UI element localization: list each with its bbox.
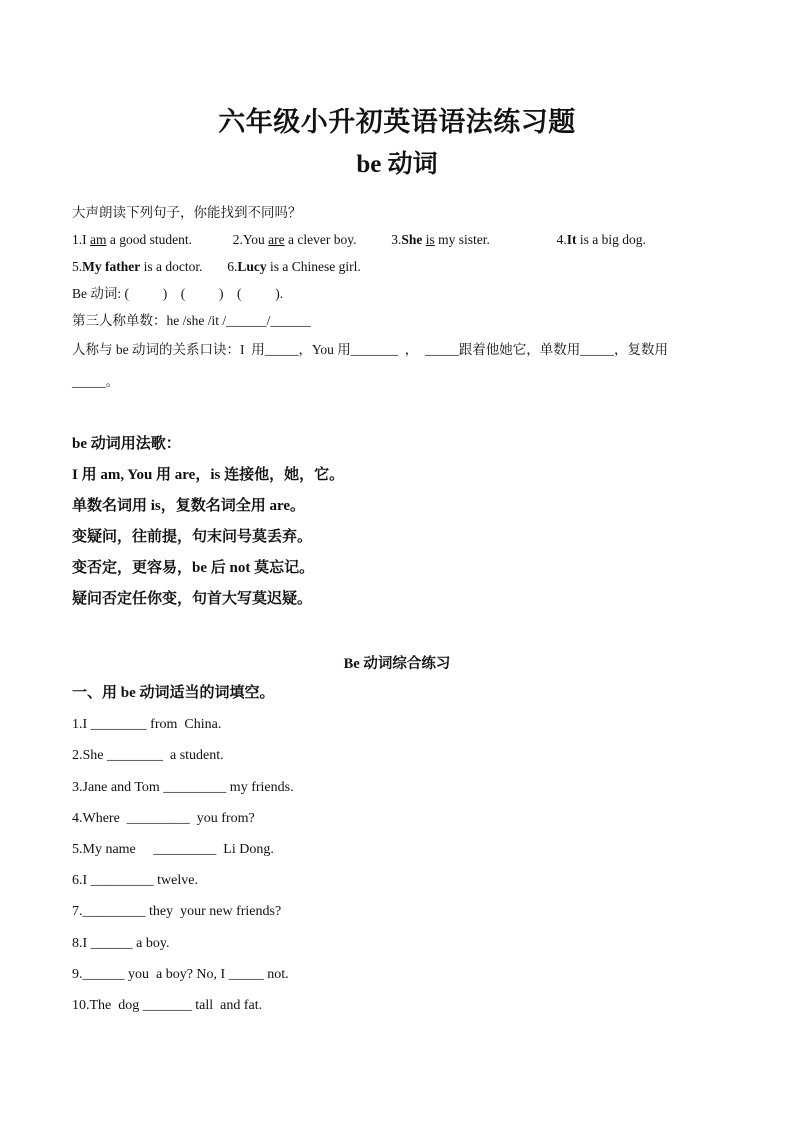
sentence-1 <box>72 232 192 247</box>
song-line-1: I 用 am, You 用 are，is 连接他，她，它。 <box>72 467 345 483</box>
intro-prompt: 大声朗读下列句子，你能找到不同吗？ <box>72 205 302 220</box>
sentence-5 <box>72 259 202 274</box>
exercise-item-8: 8.I ______ a boy. <box>72 936 170 951</box>
sentence-3-rest: my sister. <box>434 232 490 247</box>
example-sentences-row-2 <box>72 257 361 277</box>
sentence-2-rest: a clever boy. <box>284 232 357 247</box>
sentence-6-subj: Lucy <box>237 259 267 274</box>
sentence-1-rest: a good student. <box>106 232 192 247</box>
sentence-5-rest: is a doctor. <box>140 259 203 274</box>
exercise-item-6: 6.I _________ twelve. <box>72 873 198 888</box>
part-1-title: 一、用 be 动词适当的词填空。 <box>72 685 275 701</box>
song-line-4: 变否定，更容易，be 后 not 莫忘记。 <box>72 560 315 576</box>
sentence-4-rest: is a big dog. <box>576 232 646 247</box>
sentence-4-num: 4. <box>556 232 567 247</box>
sentence-4 <box>557 232 646 247</box>
exercise-item-10: 10.The dog _______ tall and fat. <box>72 998 263 1013</box>
sentence-6 <box>227 259 361 274</box>
sentence-3 <box>391 232 490 247</box>
page-subtitle: be 动词 <box>356 151 438 178</box>
exercise-item-3: 3.Jane and Tom _________ my friends. <box>72 780 294 795</box>
sentence-2-num: 2.You <box>232 232 269 247</box>
example-sentences-row-1 <box>72 230 646 250</box>
song-line-3: 变疑问，往前提，句末问号莫丢弃。 <box>72 529 313 545</box>
exercise-item-2: 2.She ________ a student. <box>72 748 224 763</box>
song-line-5: 疑问否定任你变，句首大写莫迟疑。 <box>72 591 313 607</box>
sentence-6-num: 6. <box>227 259 238 274</box>
song-line-2: 单数名词用 is，复数名词全用 are。 <box>72 498 306 514</box>
sentence-2 <box>233 232 357 247</box>
sentence-4-subj: It <box>566 232 577 247</box>
song-title: be 动词用法歌： <box>72 436 181 452</box>
rule-line-2: _____。 <box>72 374 120 389</box>
sentence-1-num: 1.I <box>72 232 90 247</box>
sentence-3-num: 3. <box>391 232 402 247</box>
rule-line-1: 人称与 be 动词的关系口诀：I 用_____，You 用_______ ， _____跟着他她它，单数用_____，复数用 <box>72 342 669 357</box>
sentence-3-subj: She <box>401 232 423 247</box>
exercise-item-9: 9.______ you a boy? No, I _____ not. <box>72 967 289 982</box>
third-person-line: 第三人称单数：he /she /it /______/______ <box>72 313 311 328</box>
sentence-1-be: am <box>90 232 107 247</box>
sentence-2-be: are <box>268 232 285 247</box>
be-verbs-blank-line: Be 动词: ( ) ( ) ( ). <box>72 286 284 301</box>
sentence-5-num: 5. <box>72 259 83 274</box>
exercise-item-7: 7._________ they your new friends? <box>72 904 282 919</box>
page-title: 六年级小升初英语语法练习题 <box>218 107 576 137</box>
sentence-3-be: is <box>425 232 435 247</box>
sentence-6-rest: is a Chinese girl. <box>266 259 361 274</box>
exercise-item-4: 4.Where _________ you from? <box>72 811 255 826</box>
exercise-section-title: Be 动词综合练习 <box>343 656 451 672</box>
exercise-item-5: 5.My name _________ Li Dong. <box>72 842 274 857</box>
exercise-item-1: 1.I ________ from China. <box>72 717 222 732</box>
sentence-5-subj: My father <box>82 259 141 274</box>
